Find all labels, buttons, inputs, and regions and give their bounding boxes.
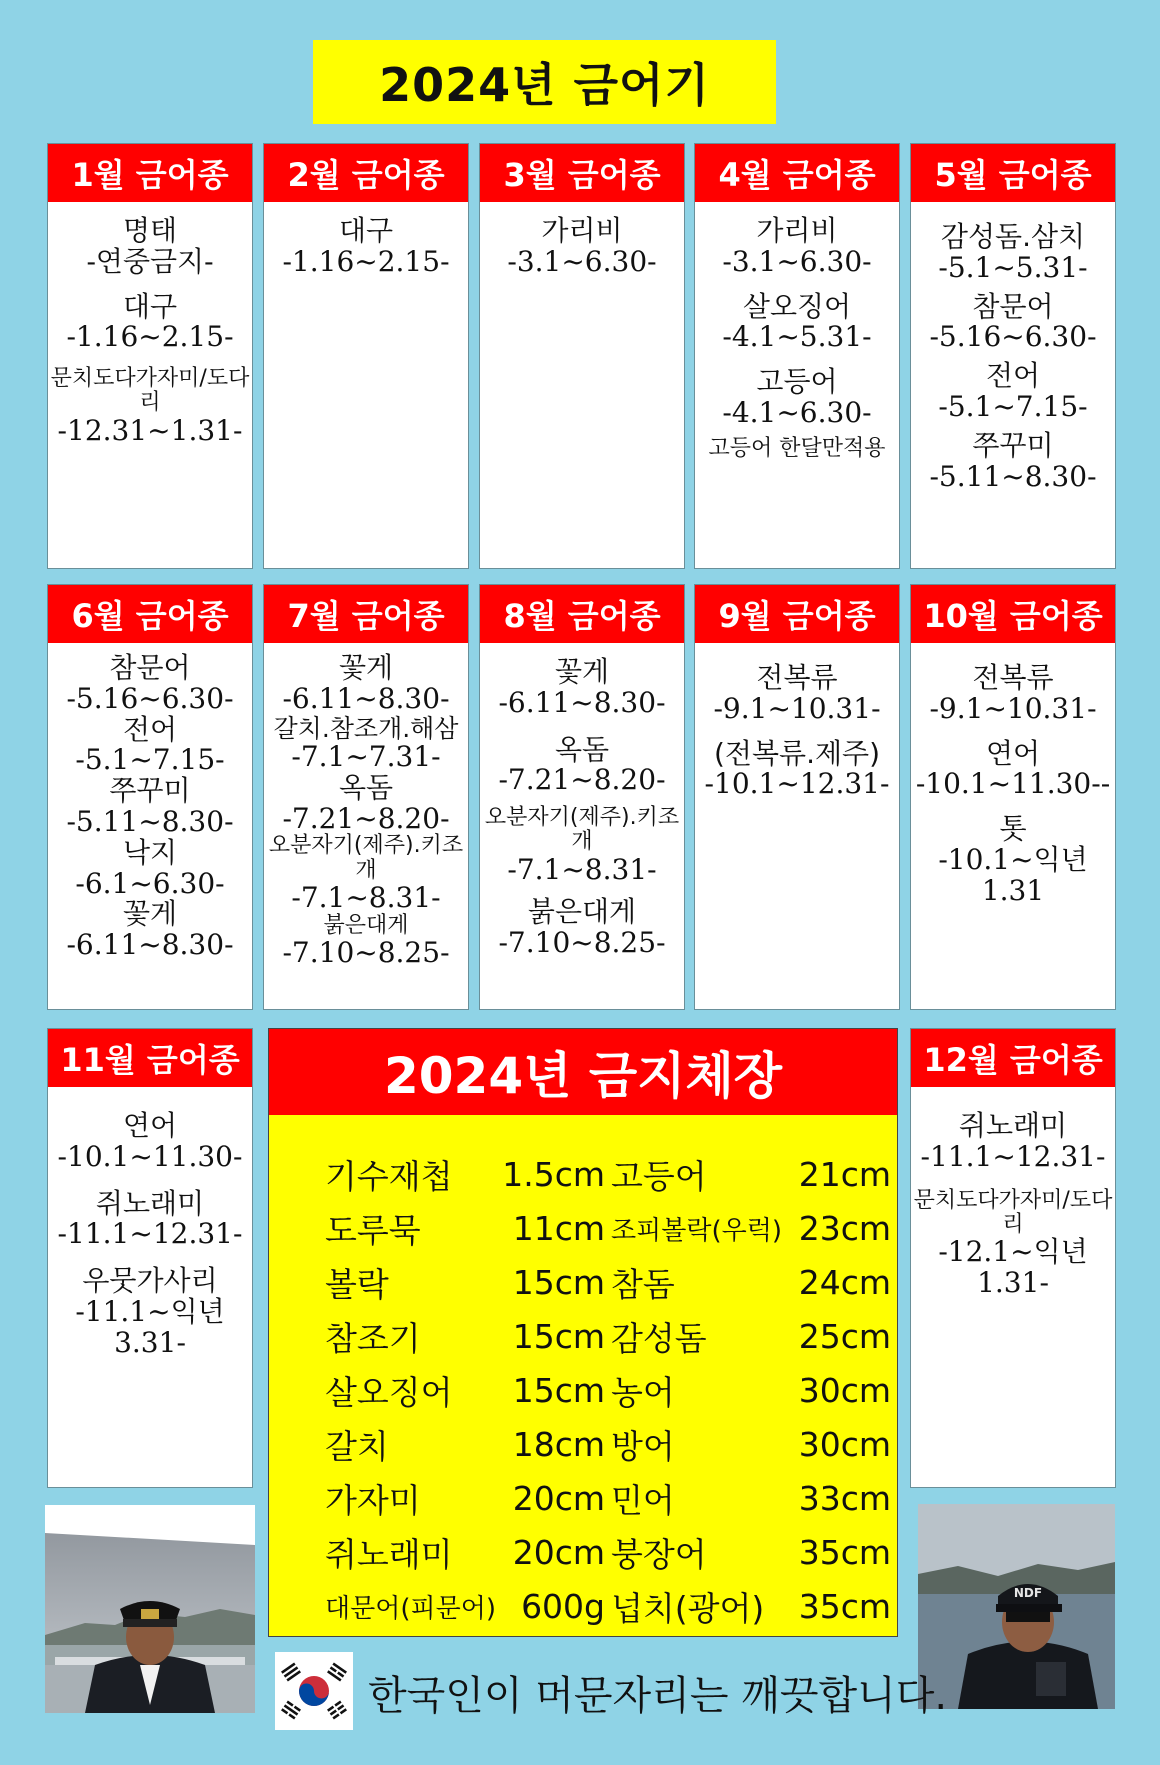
month-card-10 [910, 584, 1116, 1010]
fish-name: 명태 [122, 214, 178, 247]
size-row [325, 1255, 611, 1309]
fish-name: 붉은대게 [323, 912, 409, 938]
size-row [611, 1579, 897, 1633]
size-limit-box [268, 1028, 898, 1637]
month-card-9 [694, 584, 900, 1010]
month-header: 5월 금어종 [911, 144, 1115, 202]
month-header: 12월 금어종 [911, 1029, 1115, 1087]
fish-name: 쥐노래미 [95, 1186, 205, 1220]
fish-name: 참문어 [109, 651, 191, 684]
size-row [611, 1471, 897, 1525]
fish-name: 문치도다가자미/도다리 [50, 366, 250, 416]
cap-logo-text: NDF [1013, 1586, 1043, 1600]
season-date: -5.1~7.15- [938, 389, 1088, 423]
size-value: 15cm [512, 1316, 605, 1356]
size-fish-name: 참조기 [325, 1318, 421, 1358]
month-header: 10월 금어종 [911, 585, 1115, 643]
month-card-2 [263, 143, 469, 569]
size-row [325, 1363, 611, 1417]
season-date: -5.16~6.30- [66, 681, 234, 715]
season-date: -1.16~2.15- [66, 320, 234, 354]
size-value: 24cm [798, 1262, 891, 1302]
month-header: 6월 금어종 [48, 585, 252, 643]
fish-name: 가리비 [756, 214, 838, 247]
fish-name: 쥐노래미 [958, 1109, 1068, 1142]
size-value: 25cm [798, 1316, 891, 1356]
size-row [611, 1309, 897, 1363]
month-header: 3월 금어종 [480, 144, 684, 202]
month-card-1 [47, 143, 253, 569]
size-column-left [325, 1147, 611, 1633]
season-date: -9.1~10.31- [713, 691, 881, 725]
fish-name: 꽃게 [554, 655, 610, 688]
size-row [325, 1147, 611, 1201]
fish-name: 대구 [338, 214, 394, 247]
month-header: 8월 금어종 [480, 585, 684, 643]
fish-name: 문치도다가자미/도다리 [913, 1187, 1113, 1237]
month-header: 9월 금어종 [695, 585, 899, 643]
size-row [611, 1525, 897, 1579]
fish-name: 전복류 [756, 661, 838, 694]
size-fish-name: 도루묵 [325, 1210, 421, 1250]
fish-name: 전어 [985, 359, 1041, 393]
poster-title: 2024년 금어기 [379, 58, 710, 112]
season-date: -11.1~익년3.31- [75, 1294, 225, 1359]
month-card-4 [694, 143, 900, 569]
season-date: -10.1~익년1.31 [938, 842, 1088, 907]
size-row [325, 1525, 611, 1579]
season-date: -7.10~8.25- [282, 935, 450, 969]
season-date: -6.11~8.30- [282, 681, 450, 715]
fish-name: 낙지 [122, 835, 178, 869]
season-date: -11.1~12.31- [920, 1139, 1106, 1173]
season-date: -1.16~2.15- [282, 244, 450, 278]
size-fish-name: 살오징어 [325, 1372, 453, 1412]
fish-name: 쭈꾸미 [972, 428, 1054, 462]
size-fish-name: 대문어(피문어) [325, 1593, 496, 1624]
season-date: -10.1~11.30-- [915, 767, 1111, 801]
fish-name: 연어 [985, 736, 1041, 770]
fish-name: 전복류 [972, 661, 1054, 694]
fish-name: 고등어 [756, 365, 838, 399]
size-value: 35cm [798, 1586, 891, 1626]
month-card-7 [263, 584, 469, 1010]
month-card-11 [47, 1028, 253, 1488]
season-date: -6.11~8.30- [498, 685, 666, 719]
season-date: -12.31~1.31- [57, 413, 243, 447]
korean-flag-icon [275, 1652, 353, 1730]
fish-name: 옥돔 [554, 732, 610, 766]
season-date: -9.1~10.31- [929, 691, 1097, 725]
season-date: -6.1~6.30- [75, 866, 225, 900]
size-fish-name: 민어 [611, 1480, 675, 1520]
month-header: 2월 금어종 [264, 144, 468, 202]
fish-name: 대구 [122, 289, 178, 323]
size-fish-name: 붕장어 [611, 1534, 707, 1574]
season-date: -7.21~8.20- [498, 763, 666, 797]
photo-captain [45, 1505, 255, 1713]
size-limit-header: 2024년 금지체장 [269, 1029, 897, 1115]
season-date: -10.1~11.30- [57, 1139, 243, 1173]
season-date: -7.21~8.20- [282, 801, 450, 835]
size-fish-name: 고등어 [611, 1156, 707, 1196]
size-value: 21cm [798, 1154, 891, 1194]
season-date: -6.11~8.30- [66, 928, 234, 962]
season-date: -10.1~12.31- [704, 767, 890, 801]
season-date: -5.11~8.30- [929, 459, 1097, 493]
season-date: -11.1~12.31- [57, 1217, 243, 1251]
fish-name: 전어 [122, 712, 178, 746]
season-date: -12.1~익년1.31- [938, 1234, 1088, 1299]
size-fish-name: 방어 [611, 1426, 675, 1466]
fish-name: 우뭇가사리 [82, 1264, 218, 1298]
fish-name: 꽃게 [122, 897, 178, 931]
size-fish-name: 갈치 [325, 1426, 389, 1466]
size-row [611, 1417, 897, 1471]
fish-name: 오분자기(제주).키조개 [268, 833, 464, 883]
fish-name: 붉은대게 [527, 895, 637, 929]
size-value: 11cm [512, 1208, 605, 1248]
size-value: 15cm [512, 1370, 605, 1410]
month-header: 4월 금어종 [695, 144, 899, 202]
size-row [611, 1147, 897, 1201]
size-fish-name: 볼락 [325, 1264, 389, 1304]
size-row [325, 1309, 611, 1363]
season-date: -7.1~8.31- [291, 880, 441, 914]
size-row [325, 1471, 611, 1525]
size-column-right [611, 1147, 897, 1633]
fish-name: 살오징어 [742, 289, 852, 323]
month-header: 1월 금어종 [48, 144, 252, 202]
size-value: 15cm [512, 1262, 605, 1302]
size-fish-name: 감성돔 [611, 1318, 707, 1358]
size-value: 1.5cm [502, 1154, 605, 1194]
size-value: 30cm [798, 1370, 891, 1410]
season-date: -7.1~8.31- [507, 852, 657, 886]
season-date: -7.10~8.25- [498, 926, 666, 960]
photo-fisherman [918, 1504, 1115, 1709]
fish-name: 옥돔 [338, 770, 394, 804]
season-date: -연중금지- [86, 244, 214, 278]
size-value: 20cm [512, 1532, 605, 1572]
size-row [325, 1417, 611, 1471]
fish-name: 톳 [999, 812, 1027, 846]
month-card-3 [479, 143, 685, 569]
season-date: -7.1~7.31- [291, 740, 441, 774]
size-value: 30cm [798, 1424, 891, 1464]
month-card-6 [47, 584, 253, 1010]
size-fish-name: 조피볼락(우럭) [611, 1215, 782, 1246]
season-date: -3.1~6.30- [507, 244, 657, 278]
size-row [325, 1201, 611, 1255]
size-row [611, 1201, 897, 1255]
fish-name: 꽃게 [338, 651, 394, 684]
fish-name: (전복류.제주) [714, 736, 880, 770]
footer-slogan: 한국인이 머문자리는 깨끗합니다. [368, 1672, 948, 1719]
size-fish-name: 넙치(광어) [611, 1588, 765, 1628]
size-value: 23cm [798, 1208, 891, 1248]
size-value: 33cm [798, 1478, 891, 1518]
fish-name: 참문어 [972, 289, 1054, 323]
month-card-5 [910, 143, 1116, 569]
season-date: -4.1~6.30- [722, 395, 872, 429]
size-fish-name: 쥐노래미 [325, 1534, 453, 1574]
fish-name: 감성돔.삼치 [940, 220, 1086, 253]
size-value: 20cm [512, 1478, 605, 1518]
month-header: 11월 금어종 [48, 1029, 252, 1087]
season-date: -3.1~6.30- [722, 244, 872, 278]
fish-name: 가리비 [541, 214, 623, 247]
size-row [611, 1363, 897, 1417]
size-row [325, 1579, 611, 1633]
fish-name: 연어 [122, 1109, 178, 1142]
season-date: -5.1~7.15- [75, 743, 225, 777]
size-fish-name: 농어 [611, 1372, 675, 1412]
month-card-12 [910, 1028, 1116, 1488]
size-value: 600g [521, 1586, 605, 1626]
season-date: -5.11~8.30- [66, 804, 234, 838]
size-fish-name: 기수재첩 [325, 1156, 453, 1196]
fish-name: 오분자기(제주).키조개 [484, 805, 680, 855]
size-value: 18cm [512, 1424, 605, 1464]
poster-title-box [313, 40, 776, 124]
season-date: -5.16~6.30- [929, 320, 1097, 354]
season-date: -5.1~5.31- [938, 250, 1088, 284]
season-date: -4.1~5.31- [722, 320, 872, 354]
size-row [611, 1255, 897, 1309]
size-fish-name: 참돔 [611, 1264, 675, 1304]
size-fish-name: 가자미 [325, 1480, 421, 1520]
month-card-8 [479, 584, 685, 1010]
season-note: 고등어 한달만적용 [708, 435, 886, 461]
fish-name: 쭈꾸미 [109, 774, 191, 808]
size-value: 35cm [798, 1532, 891, 1572]
fish-name: 갈치.참조개.해삼 [273, 713, 459, 743]
month-header: 7월 금어종 [264, 585, 468, 643]
